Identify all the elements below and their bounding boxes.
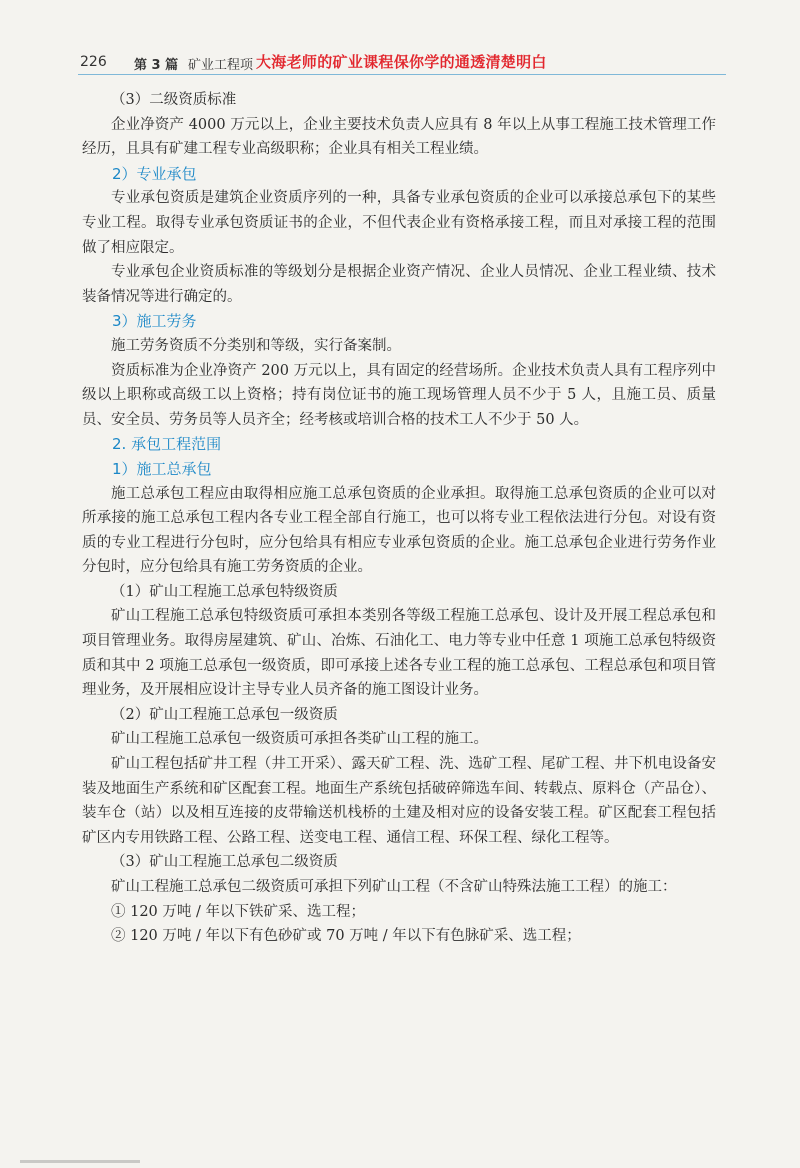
page-number: 226: [80, 54, 107, 70]
subsection-heading: （3）矿山工程施工总承包二级资质: [111, 854, 338, 871]
subsection-heading: （3）二级资质标准: [111, 92, 237, 108]
paragraph: 企业净资产 4000 万元以上，企业主要技术负责人应具有 8 年以上从事工程施工技术管理工作经历，且具有矿建工程专业高级职称；企业具有相关工程业绩。: [82, 116, 716, 158]
header-divider: [78, 74, 726, 75]
subsection-title: 3）施工劳务: [112, 312, 197, 331]
subsection-heading: （2）矿山工程施工总承包一级资质: [111, 706, 338, 723]
bottom-edge-mark: [20, 1160, 140, 1163]
paragraph: 矿山工程施工总承包一级资质可承担各类矿山工程的施工。: [111, 731, 488, 748]
running-header: [80, 52, 720, 74]
part-label: 第 3 篇: [134, 58, 179, 73]
section-heading: 2. 承包工程范围: [112, 435, 222, 454]
chapter-label: 矿业工程项: [188, 58, 254, 73]
paragraph: 专业承包企业资质标准的等级划分是根据企业资产情况、企业人员情况、企业工程业绩、技术装备情况等进行确定的。: [82, 264, 716, 305]
paragraph: 矿山工程施工总承包二级资质可承担下列矿山工程（不含矿山特殊法施工工程）的施工：: [111, 879, 677, 895]
paragraph: 矿山工程施工总承包特级资质可承担本类别各等级工程施工总承包、设计及开展工程总承包和项目管理业务。取得房屋建筑、矿山、冶炼、石油化工、电力等专业中任意 1 项施工总承包特级资质和其中 2 项施工总承包一级资质，即可承接上述各专业工程的施工总承包、工程总承包和项目管理业务，及开展相应设计主导专业人员齐备的施工图设计业务。: [82, 608, 716, 699]
subsection-title: 2）专业承包: [112, 164, 197, 183]
paragraph: 资质标准为企业净资产 200 万元以上，具有固定的经营场所。企业技术负责人具有工程序列中级以上职称或高级工以上资格；持有岗位证书的施工现场管理人员不少于 5 人，且施工员、质量员、安全员、劳务员等人员齐全；经考核或培训合格的技术工人不少于 50 人。: [82, 362, 716, 428]
subsection-title: 1）施工总承包: [112, 459, 212, 478]
subsection-heading: （1）矿山工程施工总承包特级资质: [111, 583, 338, 600]
paragraph: 矿山工程包括矿井工程（井工开采）、露天矿工程、洗、选矿工程、尾矿工程、井下机电设备安装及地面生产系统和矿区配套工程。地面生产系统包括破碎筛选车间、转载点、原料仓（产品仓）、装车仓（站）以及相互连接的皮带输送机栈桥的土建及相对应的设备安装工程。矿区配套工程包括矿区内专用铁路工程、公路工程、送变电工程、通信工程、环保工程、绿化工程等。: [82, 756, 716, 846]
paragraph: 施工劳务资质不分类别和等级，实行备案制。: [111, 337, 401, 354]
paragraph: 专业承包资质是建筑企业资质序列的一种，具备专业承包资质的企业可以承接总承包下的某些专业工程。取得专业承包资质证书的企业，不但代表企业有资格承接工程，而且对承接工程的范围做了相应限定。: [82, 190, 716, 256]
list-item: ① 120 万吨 / 年以下铁矿采、选工程；: [111, 903, 365, 920]
watermark-text: 大海老师的矿业课程保你学的通透清楚明白: [256, 53, 547, 71]
paragraph: 施工总承包工程应由取得相应施工总承包资质的企业承担。取得施工总承包资质的企业可以对所承接的施工总承包工程内各专业工程全部自行施工，也可以将专业工程依法进行分包。对设有资质的专业工程进行分包时，应分包给具有相应专业承包资质的企业。施工总承包企业进行劳务作业分包时，应分包给具有施工劳务资质的企业。: [82, 485, 716, 576]
list-item: ② 120 万吨 / 年以下有色砂矿或 70 万吨 / 年以下有色脉矿采、选工程；: [111, 928, 581, 945]
body-text: [82, 88, 716, 949]
